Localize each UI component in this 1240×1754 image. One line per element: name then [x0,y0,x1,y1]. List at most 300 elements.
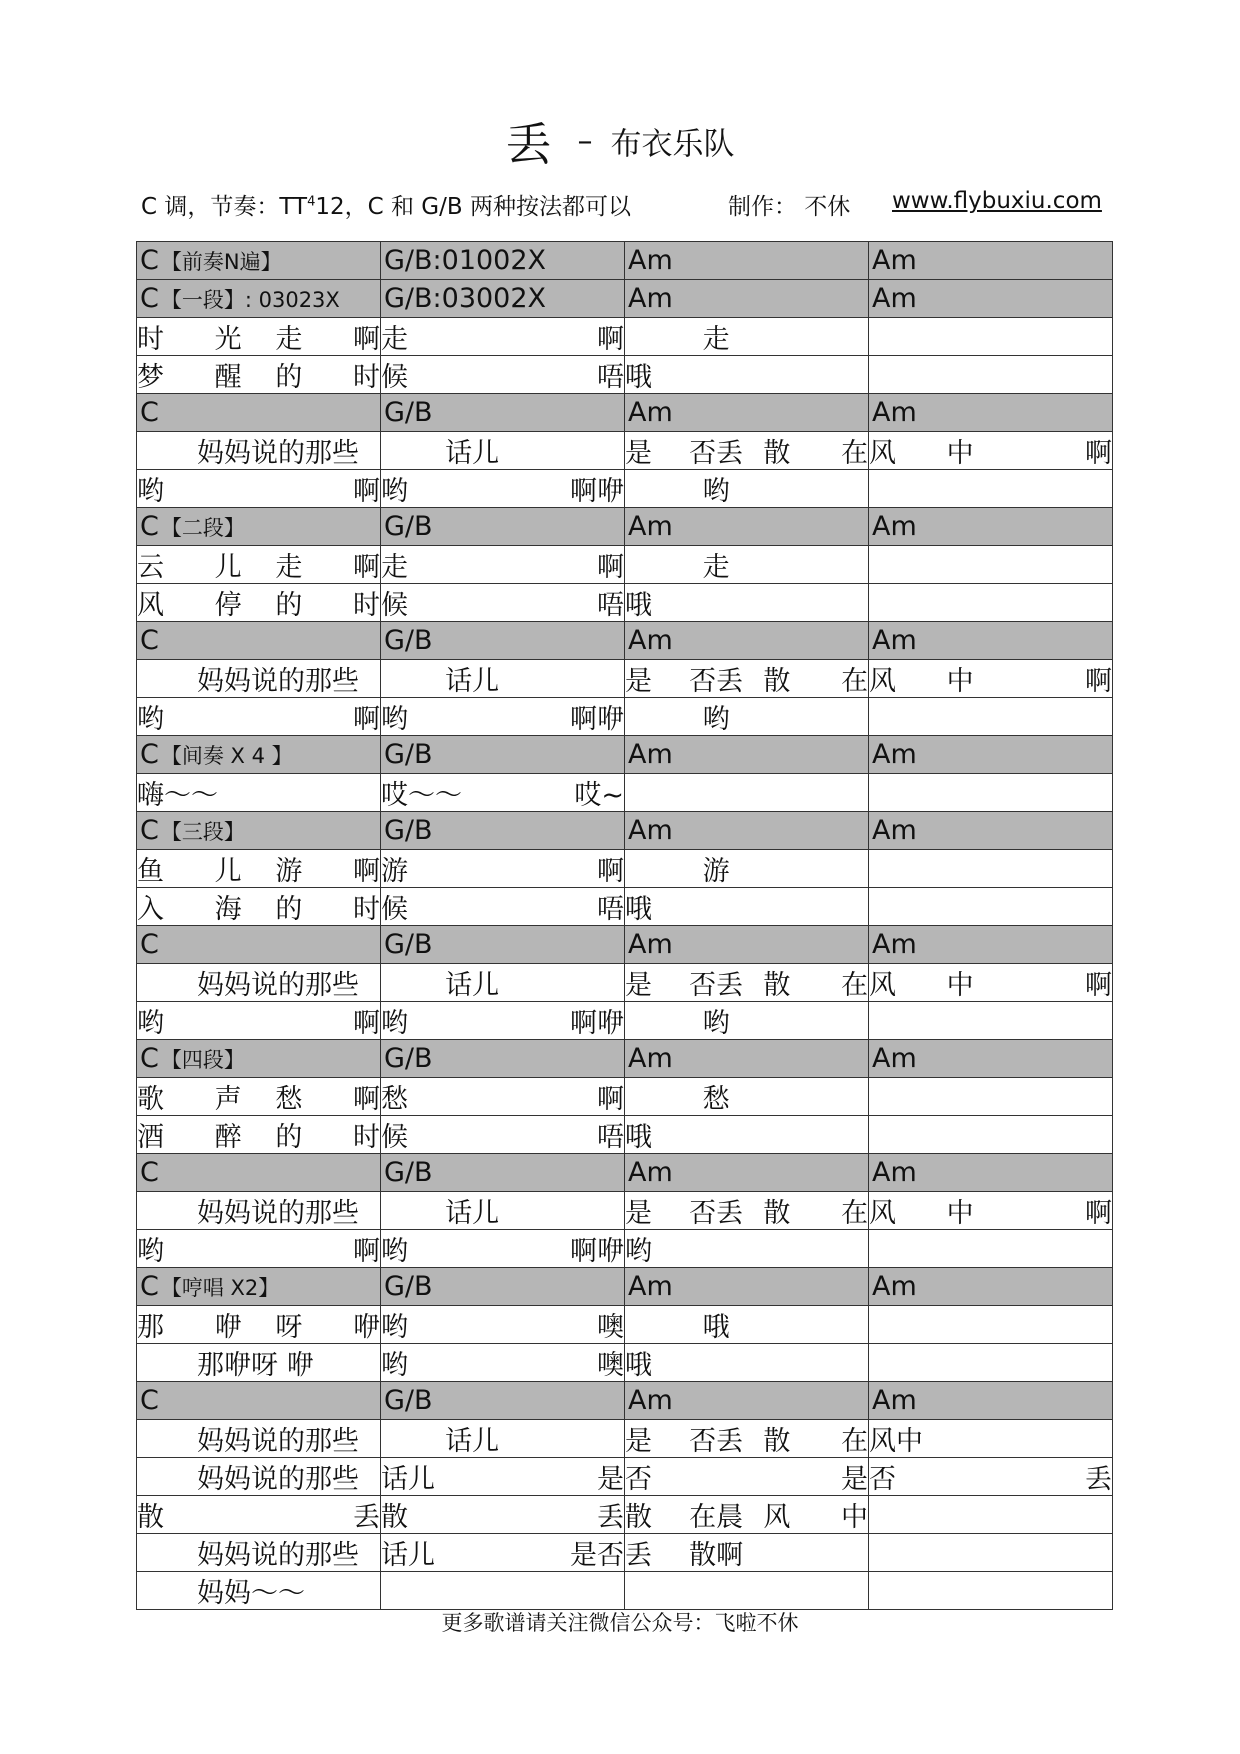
lyric-row [137,432,1113,470]
cell-content [869,1192,1112,1229]
lyric-row [137,1534,1113,1572]
lyric-cell [625,660,869,698]
lyric-syllable: 散 [763,438,791,469]
section-tag: 【一段】: 03023X [160,287,340,312]
lyric-cell [137,660,381,698]
lyric-cell [625,470,869,508]
chord-row [137,1382,1113,1420]
lyric-syllable: 走 [275,552,303,583]
chord-cell [381,508,625,546]
lyric-cell [381,1534,625,1572]
section-tag: 【三段】 [160,819,245,844]
cell-content [137,1344,380,1381]
lyric-syllable: 儿 [214,856,242,887]
chord-cell [137,926,381,964]
lyric-cell [625,356,869,394]
chord-name: G/B:03002X [384,283,547,314]
cell-content [381,660,624,697]
chord-row [137,926,1113,964]
lyric-syllable: 中 [946,438,974,469]
chord-cell [869,812,1113,850]
lyric-cell [381,964,625,1002]
cell-content [137,546,380,583]
lyric-syllable: 否 [625,1464,652,1495]
cell-content [869,280,1112,317]
chord-name: G/B [384,511,433,542]
chord-cell [381,812,625,850]
lyric-cell [625,546,869,584]
lyric-cell [869,888,1113,926]
lyric-syllable: 在 [841,970,868,1001]
cell-content [625,318,868,355]
lyric-syllable: 噢 [597,1312,624,1343]
chord-name: G/B [384,929,433,960]
chord-cell [137,812,381,850]
lyric-syllable: 啊咿 [570,476,624,507]
chord-cell [137,242,381,280]
lyric-syllable: 愁 [381,1084,408,1115]
lyric-cell [869,1002,1113,1040]
lyric-syllable: 风中 [869,1426,923,1457]
lyric-syllable: 啊 [353,476,380,507]
lyric-cell [869,584,1113,622]
lyric-phrase: 妈妈～～ [197,1578,305,1609]
cell-content [137,622,380,659]
cell-content [625,736,868,773]
cell-content [137,356,380,393]
cell-content [137,432,380,469]
cell-content [625,1230,868,1267]
lyric-syllable: 话儿 [445,970,500,1001]
lyric-syllable: 风 [869,666,896,697]
lyric-syllable: 海 [214,894,242,925]
lyric-cell [625,888,869,926]
chord-name: Am [628,815,673,846]
chord-sheet-table [136,241,1113,1610]
cell-content [869,1344,1112,1381]
lyric-row [137,1078,1113,1116]
chord-cell [869,1268,1113,1306]
cell-content [381,1458,624,1495]
cell-content [137,508,380,545]
lyric-syllable: 丢 [625,1540,652,1571]
cell-content [869,1116,1112,1153]
lyric-cell [137,1420,381,1458]
cell-content [869,1534,1112,1571]
section-tag: 【间奏 X 4 】 [160,743,293,768]
lyric-cell [869,1078,1113,1116]
lyric-cell [869,1496,1113,1534]
cell-content [625,470,868,507]
cell-content [381,1268,624,1305]
cell-content [869,1496,1112,1533]
lyric-syllable: 候 [381,894,408,925]
lyric-cell [137,546,381,584]
cell-content [381,1420,624,1457]
lyric-syllable: 的 [275,590,303,621]
lyric-cell [137,1230,381,1268]
lyric-syllable: 游 [275,856,303,887]
section-tag: 【前奏N遍】 [160,249,282,274]
cell-content [381,1002,624,1039]
info-superscript: 4 [307,194,316,210]
lyric-row [137,1002,1113,1040]
lyric-syllable: 啊 [1085,666,1112,697]
cell-content [869,1572,1112,1609]
lyric-row [137,1572,1113,1610]
cell-content [137,318,380,355]
lyric-syllable: 中 [946,1198,974,1229]
info-text: C 调，节奏：TT [141,194,308,220]
chord-name: G/B [384,397,433,428]
cell-content [625,1002,868,1039]
lyric-syllable: 啊 [597,324,624,355]
lyric-row [137,584,1113,622]
song-name: 丢 [505,117,552,171]
lyric-syllable: 哦 [625,590,652,621]
cell-content [869,356,1112,393]
lyric-syllable: 中 [841,1502,868,1533]
lyric-syllable: 否丢 [689,1198,744,1229]
lyric-cell [381,1496,625,1534]
lyric-cell [625,584,869,622]
cell-content [869,736,1112,773]
cell-content [381,280,624,317]
cell-content [625,1496,868,1533]
lyric-cell [625,1534,869,1572]
chord-cell [381,280,625,318]
website-link[interactable]: www.flybuxiu.com [892,188,1102,214]
cell-content [625,1116,868,1153]
lyric-syllable: 啊 [1085,970,1112,1001]
chord-cell [381,1382,625,1420]
lyric-cell [625,1344,869,1382]
cell-content [381,1078,624,1115]
cell-content [869,926,1112,963]
lyric-phrase: 妈妈说的那些 [197,1540,359,1571]
lyric-syllable: 是 [625,1198,652,1229]
lyric-cell [137,1496,381,1534]
lyric-syllable: 走 [381,324,408,355]
cell-content [625,546,868,583]
chord-name: Am [628,739,673,770]
chord-name: C [140,1271,159,1302]
chord-name: G/B [384,1385,433,1416]
lyric-row [137,660,1113,698]
cell-content [381,1534,624,1571]
key-rhythm-info [141,188,631,221]
lyric-syllable: 啊咿 [570,1236,624,1267]
lyric-syllable: 是 [841,1464,868,1495]
lyric-row [137,1458,1113,1496]
lyric-syllable: 哦 [625,1122,652,1153]
lyric-row [137,1496,1113,1534]
lyric-cell [625,964,869,1002]
lyric-syllable: 在 [841,1426,868,1457]
lyric-cell [869,470,1113,508]
chord-cell [625,1382,869,1420]
lyric-syllable: 在 [841,666,868,697]
chord-name: Am [872,397,917,428]
chord-cell [869,1382,1113,1420]
lyric-syllable: 否丢 [689,666,744,697]
lyric-syllable: 儿 [214,552,242,583]
lyric-syllable: 愁 [275,1084,303,1115]
cell-content [625,660,868,697]
chord-cell [137,508,381,546]
chord-cell [625,280,869,318]
cell-content [625,242,868,279]
cell-content [137,1230,380,1267]
chord-cell [137,1154,381,1192]
cell-content [625,584,868,621]
lyric-syllable: 风 [869,1198,896,1229]
lyric-syllable: 哟 [381,476,408,507]
cell-content [869,964,1112,1001]
lyric-cell [625,850,869,888]
chord-cell [381,242,625,280]
chord-cell [137,736,381,774]
chord-cell [381,1040,625,1078]
chord-name: Am [628,245,673,276]
chord-name: Am [872,929,917,960]
chord-row [137,736,1113,774]
lyric-syllable: 哟 [625,1236,652,1267]
lyric-syllable: 否 [869,1464,896,1495]
lyric-syllable: 哟 [137,704,164,735]
lyric-syllable: 的 [275,1122,303,1153]
cell-content [625,1534,868,1571]
cell-content [869,1458,1112,1495]
lyric-cell [137,698,381,736]
lyric-syllable: 话儿 [381,1540,435,1571]
cell-content [137,1458,380,1495]
lyric-syllable: 风 [137,590,164,621]
chord-name: Am [628,1157,673,1188]
cell-content [381,622,624,659]
chord-sheet-body [137,242,1113,1610]
lyric-cell [625,698,869,736]
cell-content [625,964,868,1001]
chord-name: Am [872,1043,917,1074]
lyric-row [137,318,1113,356]
lyric-cell [381,1572,625,1610]
cell-content [381,584,624,621]
chord-cell [869,394,1113,432]
lyric-cell [137,1306,381,1344]
lyric-syllable: 啊 [597,552,624,583]
lyric-cell [625,1572,869,1610]
lyric-syllable: 时 [137,324,164,355]
lyric-phrase: 那咿呀 咿 [197,1350,314,1381]
chord-cell [625,736,869,774]
lyric-cell [869,1230,1113,1268]
cell-content [137,1496,380,1533]
maker-credit: 制作： 不休 [728,194,851,220]
cell-content [137,812,380,849]
lyric-syllable: 鱼 [137,856,164,887]
chord-row [137,280,1113,318]
lyric-syllable: 啊 [1085,1198,1112,1229]
lyric-syllable: 时 [353,1122,380,1153]
lyric-syllable: 散 [381,1502,408,1533]
lyric-cell [869,546,1113,584]
lyric-cell [625,1458,869,1496]
cell-content [625,698,868,735]
chord-name: C [140,815,159,846]
lyric-cell [381,584,625,622]
lyric-syllable: 候 [381,362,408,393]
cell-content [381,1154,624,1191]
lyric-cell [625,432,869,470]
lyric-syllable: 的 [275,894,303,925]
cell-content [869,432,1112,469]
lyric-cell [625,1192,869,1230]
lyric-cell [137,1344,381,1382]
chord-cell [869,736,1113,774]
lyric-phrase: 妈妈说的那些 [197,438,359,469]
cell-content [625,812,868,849]
cell-content [381,356,624,393]
lyric-cell [869,774,1113,812]
cell-content [137,1116,380,1153]
cell-content [381,1192,624,1229]
lyric-syllable: 是 [597,1464,624,1495]
chord-name: G/B [384,625,433,656]
lyric-syllable: 唔 [597,894,624,925]
cell-content [625,1382,868,1419]
lyric-syllable: 哎～～ [381,780,462,811]
cell-content [137,470,380,507]
lyric-syllable: 酒 [137,1122,164,1153]
chord-name: C [140,1385,159,1416]
lyric-cell [381,850,625,888]
lyric-syllable: 哦 [625,894,652,925]
chord-cell [381,736,625,774]
cell-content [869,1078,1112,1115]
chord-name: Am [872,1385,917,1416]
cell-content [625,926,868,963]
cell-content [137,280,380,317]
chord-cell [625,394,869,432]
lyric-syllable: 的 [275,362,303,393]
cell-content [869,660,1112,697]
lyric-syllable: 话儿 [445,666,500,697]
lyric-cell [381,660,625,698]
lyric-cell [381,432,625,470]
lyric-syllable: 散 [137,1502,164,1533]
lyric-syllable: 在 [841,438,868,469]
chord-name: Am [872,283,917,314]
lyric-syllable: 呀 [275,1312,303,1343]
cell-content [381,1496,624,1533]
cell-content [869,394,1112,431]
cell-content [381,812,624,849]
lyric-cell [381,1458,625,1496]
cell-content [625,850,868,887]
chord-cell [625,812,869,850]
song-title [0,108,1240,171]
cell-content [869,1306,1112,1343]
cell-content [137,964,380,1001]
chord-cell [869,622,1113,660]
cell-content [137,1306,380,1343]
lyric-cell [381,1344,625,1382]
cell-content [869,242,1112,279]
lyric-cell [381,1192,625,1230]
chord-cell [381,1268,625,1306]
lyric-cell [869,850,1113,888]
chord-row [137,394,1113,432]
lyric-syllable: 是 [625,666,652,697]
lyric-syllable: 哦 [702,1312,730,1343]
cell-content [381,394,624,431]
chord-name: Am [628,625,673,656]
lyric-syllable: 啊 [353,1008,380,1039]
title-dash: – [577,123,593,159]
cell-content [625,1458,868,1495]
lyric-row [137,1116,1113,1154]
info-text-2: 12，C 和 G/B 两种按法都可以 [315,194,631,220]
cell-content [137,1154,380,1191]
lyric-cell [869,1306,1113,1344]
lyric-cell [137,432,381,470]
lyric-syllable: 散 [763,666,791,697]
lyric-syllable: 停 [214,590,242,621]
lyric-syllable: 走 [275,324,303,355]
chord-name: Am [872,625,917,656]
cell-content [381,1572,624,1609]
chord-name: C [140,929,159,960]
cell-content [381,1116,624,1153]
cell-content [625,1572,868,1609]
lyric-phrase: 妈妈说的那些 [197,1198,359,1229]
cell-content [137,888,380,925]
lyric-cell [137,1002,381,1040]
cell-content [381,888,624,925]
cell-content [137,1002,380,1039]
chord-cell [869,1154,1113,1192]
lyric-cell [137,318,381,356]
lyric-syllable: 走 [702,552,730,583]
cell-content [381,242,624,279]
cell-content [625,508,868,545]
lyric-syllable: 是 [625,970,652,1001]
lyric-syllable: 啊 [597,856,624,887]
lyric-cell [869,1420,1113,1458]
lyric-cell [137,1534,381,1572]
lyric-syllable: 咿 [353,1312,380,1343]
cell-content [625,394,868,431]
cell-content [625,1040,868,1077]
lyric-syllable: 哟 [702,1008,730,1039]
lyric-cell [869,1458,1113,1496]
chord-name: Am [628,1385,673,1416]
cell-content [625,774,868,811]
lyric-syllable: 咿 [214,1312,242,1343]
lyric-cell [137,1458,381,1496]
lyric-phrase: 妈妈说的那些 [197,666,359,697]
lyric-syllable: 啊 [353,324,380,355]
lyric-syllable: 嗨～～ [137,780,218,811]
lyric-syllable: 丢 [597,1502,624,1533]
chord-row [137,812,1113,850]
lyric-syllable: 啊 [353,1084,380,1115]
cell-content [137,1268,380,1305]
chord-cell [625,242,869,280]
lyric-syllable: 啊 [353,704,380,735]
lyric-syllable: 游 [702,856,730,887]
